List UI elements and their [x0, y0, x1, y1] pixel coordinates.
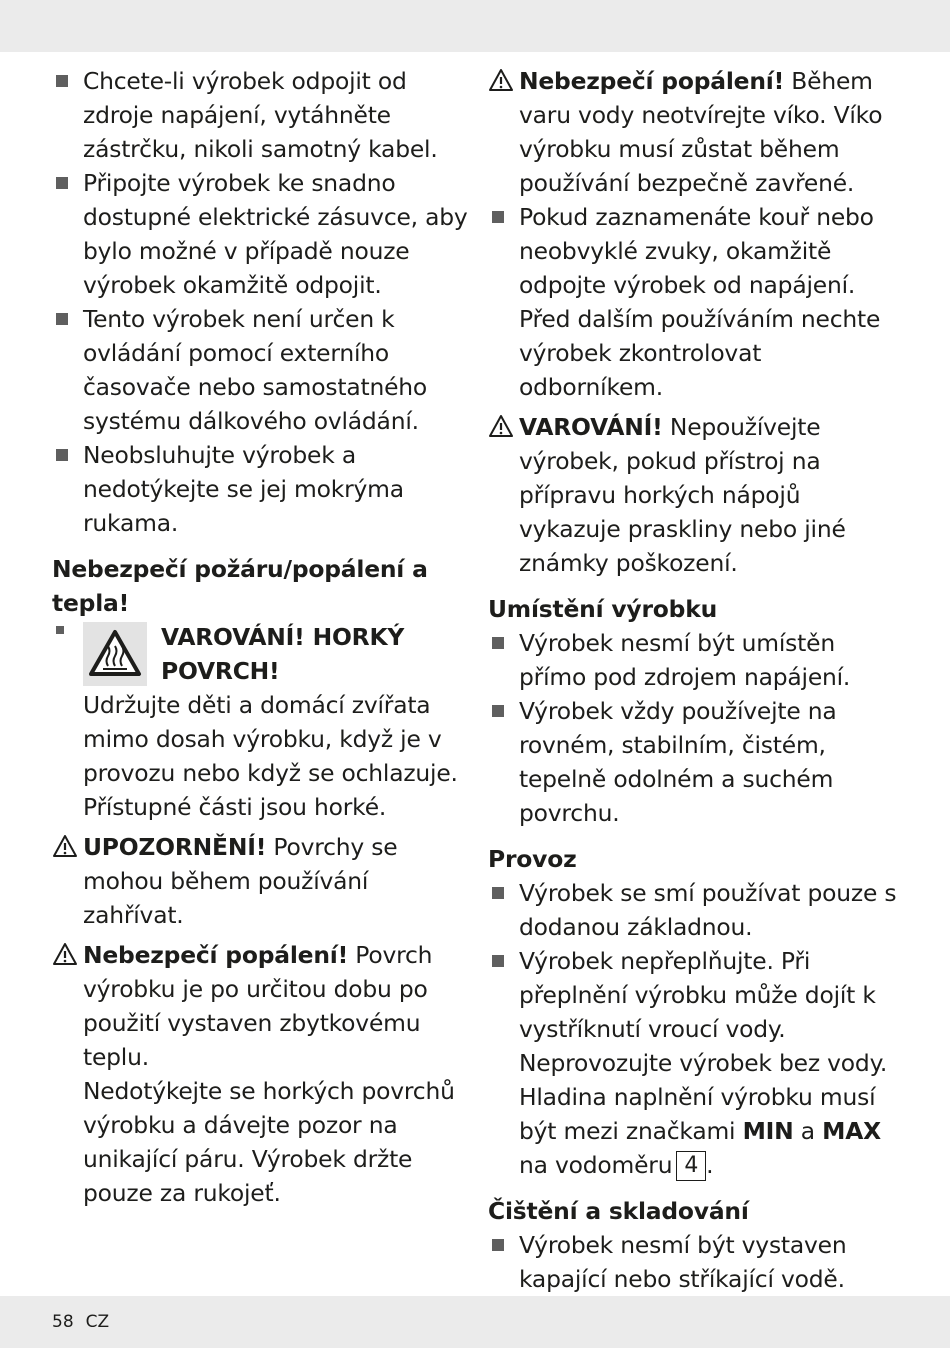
warning-triangle-icon [52, 942, 78, 966]
section-heading-placement: Umístění výrobku [488, 595, 718, 623]
list-item: Neobsluhujte výrobek a nedotýkejte se jej mokrýma rukama. [52, 438, 472, 540]
min-mark: MIN [742, 1117, 794, 1145]
burn-text: Během varu vody neotvírejte víko. Víko výrobku musí zůstat během používání bezpečně zavřené. [519, 67, 883, 197]
list-item: Pokud zaznamenáte kouř nebo neobvyklé zvuky, okamžitě odpojte výrobek od napájení. Před dalším používáním nechte výrobek zkontrolovat odborníkem. [488, 200, 908, 404]
warning-triangle-icon [488, 414, 514, 438]
caution-text: Povrchy se mohou během používání zahřívat. [83, 833, 398, 929]
burn-text: Povrch výrobku je po určitou dobu po použití vystaven zbytkovému teplu. [83, 941, 433, 1071]
hot-surface-text: Udržujte děti a domácí zvířata mimo dosah výrobku, když je v provozu nebo když se ochlazuje. Přístupné části jsou horké. [83, 691, 458, 821]
burn-note [488, 64, 908, 200]
left-column [52, 64, 472, 1210]
caution-label: UPOZORNĚNÍ! [83, 833, 267, 861]
reference-number: 4 [676, 1151, 706, 1181]
list-item: Výrobek se smí používat pouze s dodanou základnou. [488, 876, 908, 944]
operation-text-end: na vodoměru [519, 1151, 673, 1179]
list-item: Chcete-li výrobek odpojit od zdroje napájení, vytáhněte zástrčku, nikoli samotný kabel. [52, 64, 472, 166]
warning-triangle-icon [488, 68, 514, 92]
page-number: 58 [52, 1312, 74, 1332]
language-code: CZ [85, 1312, 110, 1332]
list-item: Výrobek nesmí být vystaven kapající nebo stříkající vodě. [488, 1228, 908, 1296]
operation-text: Výrobek nepřeplňujte. Při přeplnění výrobku může dojít k vystříknutí vroucí vody. Neprovozujte výrobek bez vody. Hladina naplnění výrobku musí být mezi značkami [519, 947, 888, 1145]
hot-surface-icon [83, 622, 147, 686]
right-column [488, 64, 908, 1296]
burn-note [52, 938, 472, 1210]
list-item: Tento výrobek není určen k ovládání pomocí externího časovače nebo samostatného systému dálkového ovládání. [52, 302, 472, 438]
burn-text-continued: Nedotýkejte se horkých povrchů výrobku a dávejte pozor na unikající páru. Výrobek držte pouze za rukojeť. [83, 1077, 455, 1207]
and-text: a [793, 1117, 823, 1145]
section-heading-operation: Provoz [488, 845, 577, 873]
list-item: Připojte výrobek ke snadno dostupné elektrické zásuvce, aby bylo možné v případě nouze výrobek okamžitě odpojit. [52, 166, 472, 302]
hot-surface-title: VAROVÁNÍ! HORKÝ POVRCH! [161, 623, 405, 685]
warning-text: Nepoužívejte výrobek, pokud přístroj na přípravu horkých nápojů vykazuje praskliny nebo jiné známky poškození. [519, 413, 846, 577]
warning-note [488, 410, 908, 580]
list-item [488, 944, 908, 1182]
top-band [0, 0, 950, 52]
page-footer [52, 1312, 121, 1332]
section-heading-fire: Nebezpečí požáru/popálení a tepla! [52, 555, 428, 617]
max-mark: MAX [822, 1117, 881, 1145]
period: . [706, 1151, 714, 1179]
section-heading-cleaning: Čištění a skladování [488, 1197, 749, 1225]
burn-label: Nebezpečí popálení! [83, 941, 349, 969]
list-item: Výrobek vždy používejte na rovném, stabilním, čistém, tepelně odolném a suchém povrchu. [488, 694, 908, 830]
hot-surface-warning [52, 620, 472, 824]
bottom-band [0, 1296, 950, 1348]
caution-note [52, 830, 472, 932]
burn-label: Nebezpečí popálení! [519, 67, 785, 95]
list-item: Výrobek nesmí být umístěn přímo pod zdrojem napájení. [488, 626, 908, 694]
warning-label: VAROVÁNÍ! [519, 413, 663, 441]
warning-triangle-icon [52, 834, 78, 858]
